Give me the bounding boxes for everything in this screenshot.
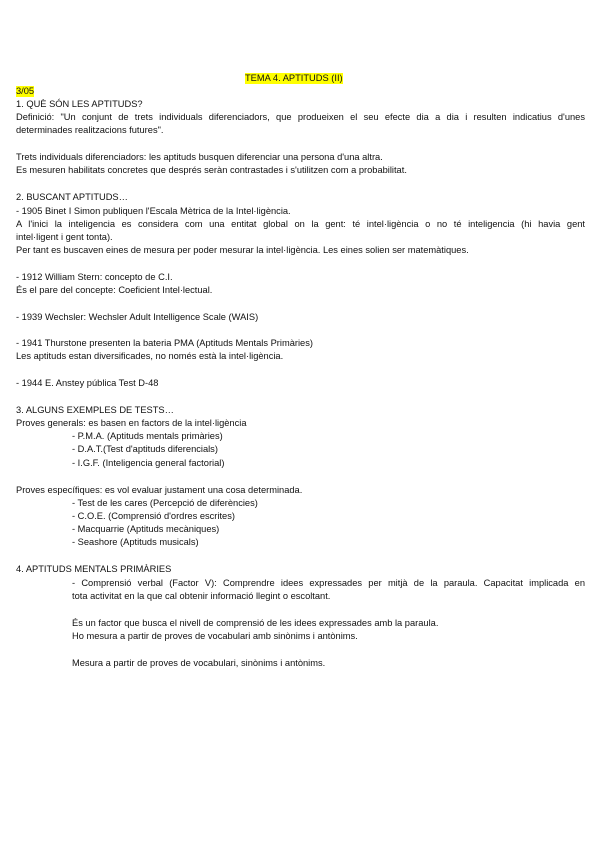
s4-verbal-line-1: - Comprensió verbal (Factor V): Comprendre idees expressades per mitjà de la paraula. Capacitat implicada en <box>72 578 585 588</box>
list-item: - Seashore (Aptituds musicals) <box>72 537 199 547</box>
s4-verbal-line-2: tota activitat en la que cal obtenir informació llegint o escoltant. <box>72 591 331 601</box>
section-1-heading: 1. QUÈ SÓN LES APTITUDS? <box>16 99 143 109</box>
s2-1905-body-line-1: A l'inici la inteligencia es considera com una entitat global on la gent: té intel·ligència o no té inteligencia (hi havia gent <box>16 219 585 229</box>
s2-1905-body-line-2: intel·ligent i gent tonta). <box>16 232 113 242</box>
date-label: 3/05 <box>16 86 35 96</box>
s1-definition-line-2: determinades realitzacions futures". <box>16 125 164 135</box>
section-4-heading: 4. APTITUDS MENTALS PRIMÀRIES <box>16 564 172 574</box>
list-item: - Macquarrie (Aptituds mecàniques) <box>72 524 220 534</box>
s3-specific-tests: Proves específiques: es vol evaluar justament una cosa determinada. <box>16 485 303 495</box>
list-item: - D.A.T.(Test d'aptituds diferencials) <box>72 444 218 454</box>
s1-paragraph-3: Es mesuren habilitats concretes que després seràn contrastades i s'utilitzen com a probabilitat. <box>16 165 407 175</box>
s3-general-tests: Proves generals: es basen en factors de la intel·ligència <box>16 418 247 428</box>
s2-1939-line: - 1939 Wechsler: Wechsler Adult Intelligence Scale (WAIS) <box>16 312 259 322</box>
s2-1905-conclusion: Per tant es buscaven eines de mesura per poder mesurar la intel·ligència. Les eines solien ser matemàtiques. <box>16 245 469 255</box>
list-item: - C.O.E. (Comprensió d'ordres escrites) <box>72 511 235 521</box>
s4-paragraph-2: Ho mesura a partir de proves de vocabulari amb sinònims i antònims. <box>72 631 358 641</box>
s4-paragraph-3: Mesura a partir de proves de vocabulari, sinònims i antònims. <box>72 658 326 668</box>
s1-definition-line-1: Definició: "Un conjunt de trets individuals diferenciadors, que produeixen el seu efecte dia a dia i resulten indicatius d'unes <box>16 112 585 122</box>
section-2-heading: 2. BUSCANT APTITUDS… <box>16 192 128 202</box>
section-3-heading: 3. ALGUNS EXEMPLES DE TESTS… <box>16 405 174 415</box>
s1-paragraph-2: Trets individuals diferenciadors: les aptituds busquen diferenciar una persona d'una altra. <box>16 152 383 162</box>
list-item: - Test de les cares (Percepció de diferències) <box>72 498 258 508</box>
s2-1912-line: - 1912 William Stern: concepto de C.I. <box>16 272 173 282</box>
s2-1912-body: És el pare del concepte: Coeficient Intel·lectual. <box>16 285 213 295</box>
list-item: - P.M.A. (Aptituds mentals primàries) <box>72 431 223 441</box>
s2-1944-line: - 1944 E. Anstey pública Test D-48 <box>16 378 159 388</box>
list-item: - I.G.F. (Inteligencia general factorial) <box>72 458 225 468</box>
page-title: TEMA 4. APTITUDS (II) <box>245 73 343 83</box>
s4-paragraph-1: És un factor que busca el nivell de comprensió de les idees expressades amb la paraula. <box>72 618 439 628</box>
s2-1941-line: - 1941 Thurstone presenten la bateria PMA (Aptituds Mentals Primàries) <box>16 338 313 348</box>
s2-1905-line: - 1905 Binet I Simon publiquen l'Escala Mètrica de la Intel·ligència. <box>16 206 291 216</box>
s2-1941-body: Les aptituds estan diversificades, no només està la intel·ligència. <box>16 351 284 361</box>
